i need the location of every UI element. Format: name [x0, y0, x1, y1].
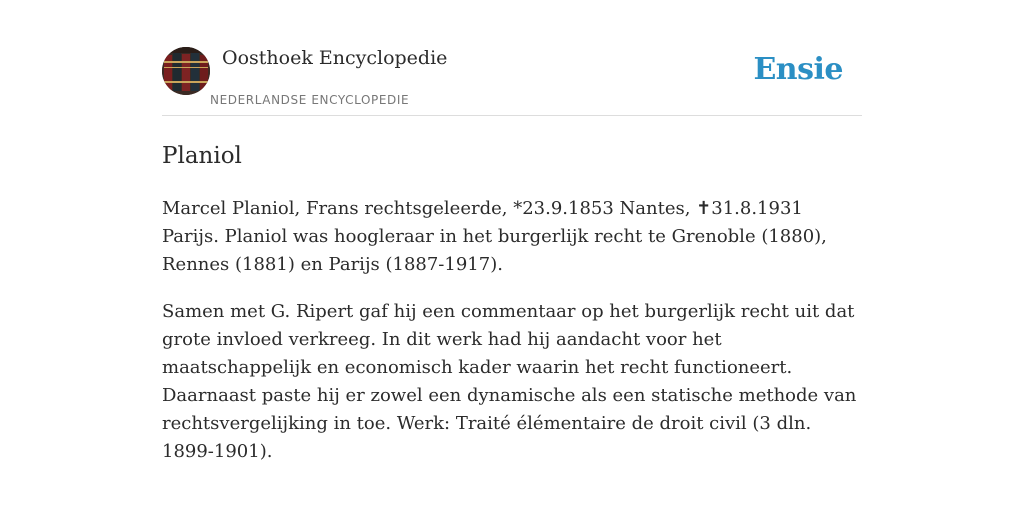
site-name[interactable]: Oosthoek Encyclopedie: [222, 47, 448, 69]
ensie-brand-link[interactable]: Ensie: [753, 52, 843, 87]
encyclopedia-books-logo[interactable]: [162, 47, 210, 95]
site-header: [162, 46, 862, 116]
books-icon: [162, 47, 210, 95]
article-title: Planiol: [162, 143, 242, 169]
page-container: [162, 46, 862, 466]
article-paragraph: Marcel Planiol, Frans rechtsgeleerde, *23.9.1853 Nantes, ✝31.8.1931 Parijs. Planiol was hoogleraar in het burgerlijk recht te Grenoble (1880), Rennes (1881) en Parijs (1887-1917).: [162, 198, 827, 275]
article-paragraph: Samen met G. Ripert gaf hij een commentaar op het burgerlijk recht uit dat grote invloed verkreeg. In dit werk had hij aandacht voor het maatschappelijk en economisch kader waarin het recht functioneert. Daarnaast paste hij er zowel een dynamische als een statische methode van rechtsvergelijking in toe. Werk: Traité élémentaire de droit civil (3 dln. 1899-1901).: [162, 301, 857, 462]
site-subtitle: NEDERLANDSE ENCYCLOPEDIE: [210, 93, 410, 107]
